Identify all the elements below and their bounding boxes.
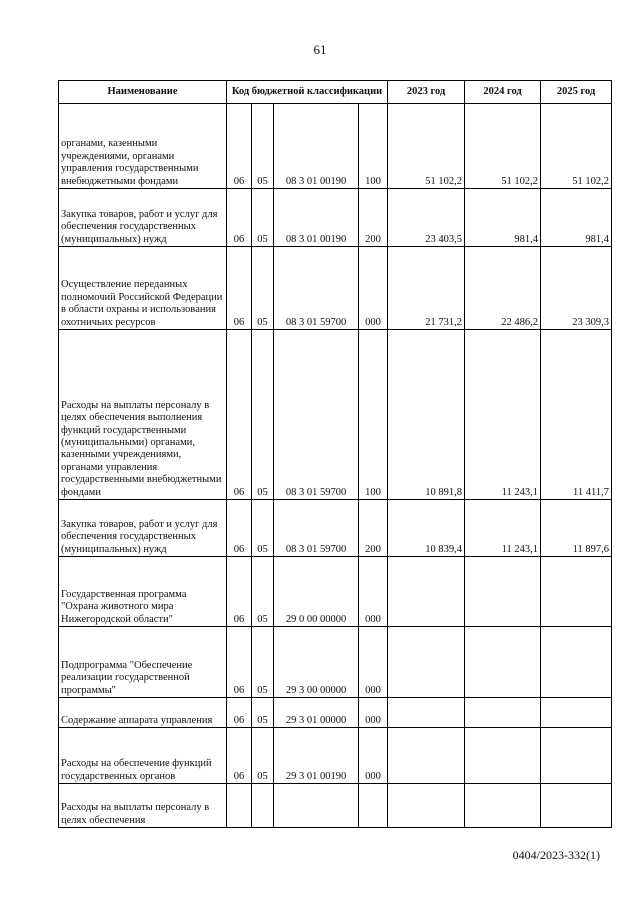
- header-2024: 2024 год: [465, 81, 541, 104]
- row-name: Расходы на выплаты персоналу в целях обеспечения выполнения функций государственными (муниципальными) органами, казенными учреждениями, органами управления государственными внебюджетными фондами: [59, 330, 227, 500]
- row-subsection: 05: [252, 104, 274, 189]
- table-row: [59, 104, 612, 189]
- row-section: [227, 784, 252, 828]
- row-subsection: 05: [252, 189, 274, 247]
- row-value-2023: [388, 784, 465, 828]
- row-value-2025: [541, 784, 612, 828]
- row-section: 06: [227, 557, 252, 627]
- row-target-code: 08 3 01 59700: [274, 247, 359, 330]
- table-row: [59, 247, 612, 330]
- table-header-row: [59, 81, 612, 104]
- row-name: Содержание аппарата управления: [59, 698, 227, 728]
- row-value-2023: 21 731,2: [388, 247, 465, 330]
- row-subsection: 05: [252, 557, 274, 627]
- row-section: 06: [227, 247, 252, 330]
- table-row: [59, 698, 612, 728]
- row-name: Закупка товаров, работ и услуг для обеспечения государственных (муниципальных) нужд: [59, 500, 227, 557]
- row-subsection: 05: [252, 330, 274, 500]
- row-value-2023: 51 102,2: [388, 104, 465, 189]
- row-subsection: 05: [252, 728, 274, 784]
- row-value-2025: 11 411,7: [541, 330, 612, 500]
- table-row: [59, 189, 612, 247]
- header-2023: 2023 год: [388, 81, 465, 104]
- row-value-2025: 981,4: [541, 189, 612, 247]
- row-section: 06: [227, 698, 252, 728]
- document-code: 0404/2023-332(1): [512, 848, 600, 862]
- row-value-2025: [541, 557, 612, 627]
- row-value-2025: 23 309,3: [541, 247, 612, 330]
- row-value-2023: [388, 557, 465, 627]
- row-value-2024: [465, 557, 541, 627]
- row-name: органами, казенными учреждениями, органами управления государственными внебюджетными фондами: [59, 104, 227, 189]
- row-value-2024: 51 102,2: [465, 104, 541, 189]
- row-value-2025: [541, 627, 612, 698]
- row-section: 06: [227, 627, 252, 698]
- table-row: [59, 330, 612, 500]
- row-expense-code: 000: [359, 627, 388, 698]
- table-row: [59, 728, 612, 784]
- row-section: 06: [227, 728, 252, 784]
- row-section: 06: [227, 189, 252, 247]
- row-value-2023: [388, 698, 465, 728]
- row-section: 06: [227, 500, 252, 557]
- row-subsection: 05: [252, 627, 274, 698]
- row-expense-code: [359, 784, 388, 828]
- row-value-2023: [388, 728, 465, 784]
- row-target-code: 29 3 01 00190: [274, 728, 359, 784]
- row-name: Подпрограмма "Обеспечение реализации государственной программы": [59, 627, 227, 698]
- row-value-2025: 51 102,2: [541, 104, 612, 189]
- row-value-2024: [465, 698, 541, 728]
- table-row: [59, 557, 612, 627]
- row-subsection: 05: [252, 500, 274, 557]
- row-value-2024: 22 486,2: [465, 247, 541, 330]
- row-name: Расходы на выплаты персоналу в целях обеспечения: [59, 784, 227, 828]
- row-expense-code: 000: [359, 557, 388, 627]
- table-row: [59, 784, 612, 828]
- row-value-2024: 11 243,1: [465, 500, 541, 557]
- row-name: Расходы на обеспечение функций государственных органов: [59, 728, 227, 784]
- row-section: 06: [227, 330, 252, 500]
- row-value-2025: 11 897,6: [541, 500, 612, 557]
- row-expense-code: 200: [359, 500, 388, 557]
- row-subsection: 05: [252, 247, 274, 330]
- header-budget-code: Код бюджетной классификации: [227, 81, 388, 104]
- row-target-code: 08 3 01 59700: [274, 500, 359, 557]
- row-name: Осуществление переданных полномочий Российской Федерации в области охраны и использования охотничьих ресурсов: [59, 247, 227, 330]
- row-value-2023: 23 403,5: [388, 189, 465, 247]
- row-value-2025: [541, 698, 612, 728]
- row-target-code: [274, 784, 359, 828]
- row-name: Государственная программа "Охрана животного мира Нижегородской области": [59, 557, 227, 627]
- row-target-code: 08 3 01 59700: [274, 330, 359, 500]
- table-body: [59, 104, 612, 828]
- row-section: 06: [227, 104, 252, 189]
- row-subsection: [252, 784, 274, 828]
- row-value-2025: [541, 728, 612, 784]
- table-row: [59, 627, 612, 698]
- table-row: [59, 500, 612, 557]
- row-expense-code: 000: [359, 247, 388, 330]
- row-subsection: 05: [252, 698, 274, 728]
- header-2025: 2025 год: [541, 81, 612, 104]
- row-expense-code: 000: [359, 728, 388, 784]
- row-target-code: 29 3 01 00000: [274, 698, 359, 728]
- row-value-2023: 10 839,4: [388, 500, 465, 557]
- row-value-2024: [465, 728, 541, 784]
- row-target-code: 29 0 00 00000: [274, 557, 359, 627]
- row-name: Закупка товаров, работ и услуг для обеспечения государственных (муниципальных) нужд: [59, 189, 227, 247]
- row-value-2024: [465, 627, 541, 698]
- row-target-code: 08 3 01 00190: [274, 104, 359, 189]
- page-number: 61: [313, 42, 327, 57]
- budget-table: [58, 80, 612, 828]
- row-value-2024: 11 243,1: [465, 330, 541, 500]
- row-expense-code: 100: [359, 330, 388, 500]
- row-target-code: 29 3 00 00000: [274, 627, 359, 698]
- row-value-2023: 10 891,8: [388, 330, 465, 500]
- header-name: Наименование: [59, 81, 227, 104]
- row-value-2024: 981,4: [465, 189, 541, 247]
- row-target-code: 08 3 01 00190: [274, 189, 359, 247]
- row-expense-code: 100: [359, 104, 388, 189]
- row-value-2023: [388, 627, 465, 698]
- row-expense-code: 000: [359, 698, 388, 728]
- row-value-2024: [465, 784, 541, 828]
- row-expense-code: 200: [359, 189, 388, 247]
